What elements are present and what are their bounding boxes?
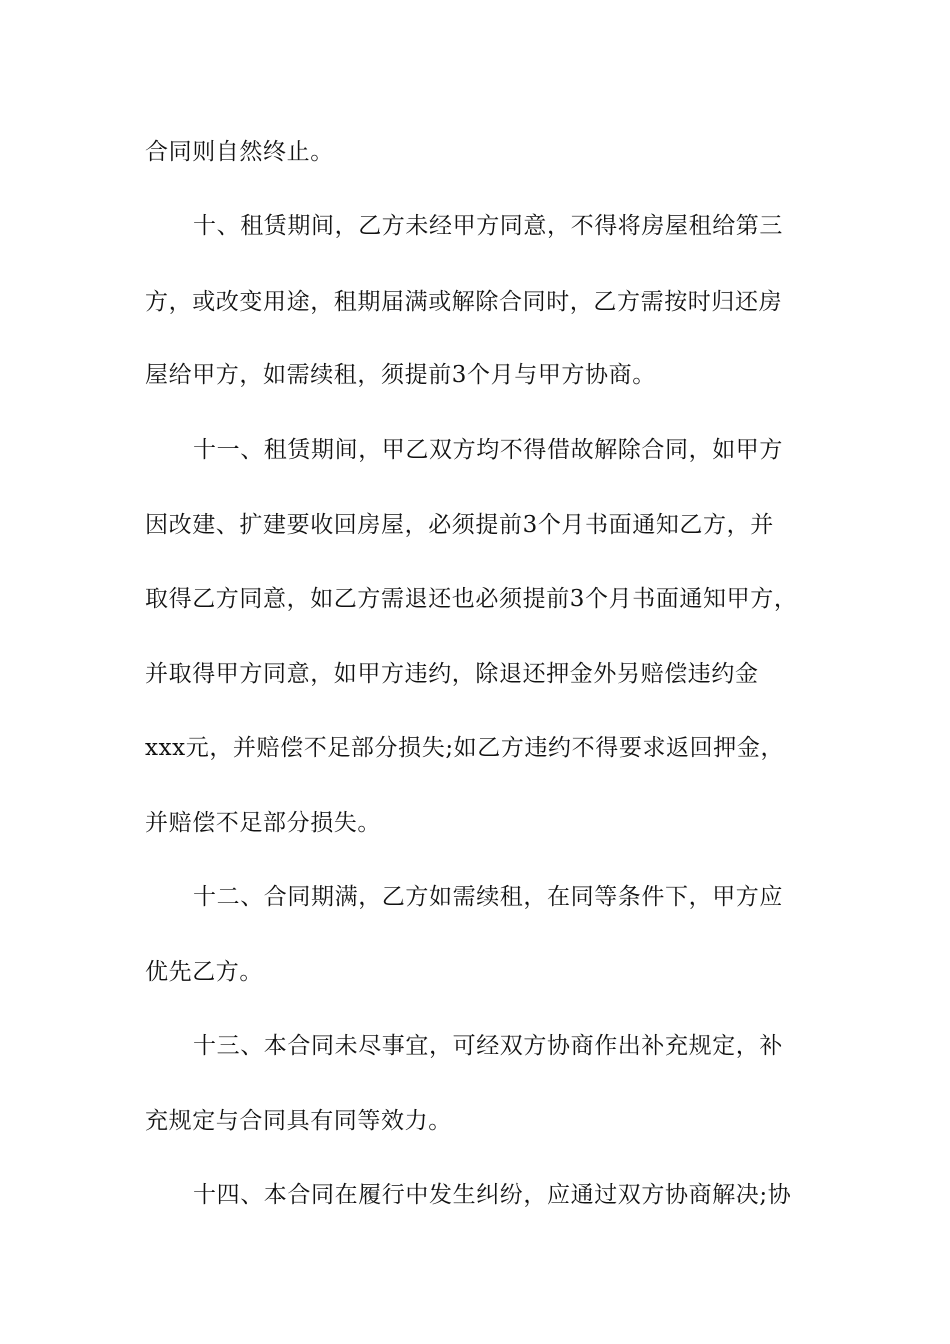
text-line: 取得乙方同意，如乙方需退还也必须提前3个月书面通知甲方， (145, 586, 798, 612)
text-line: 优先乙方。 (145, 959, 263, 985)
text-line: 合同则自然终止。 (145, 139, 334, 165)
text-line: 屋给甲方，如需续租，须提前3个月与甲方协商。 (145, 362, 656, 388)
text-line: 并取得甲方同意，如甲方违约，除退还押金外另赔偿违约金 (145, 661, 759, 687)
clause-10-line: 十、租赁期间，乙方未经甲方同意，不得将房屋租给第三 (193, 213, 783, 239)
text-line: 并赔偿不足部分损失。 (145, 810, 381, 836)
clause-12-line: 十二、合同期满，乙方如需续租，在同等条件下，甲方应 (193, 884, 783, 910)
clause-14-line: 十四、本合同在履行中发生纠纷，应通过双方协商解决;协 (193, 1182, 792, 1208)
clause-13-line: 十三、本合同未尽事宜，可经双方协商作出补充规定，补 (193, 1033, 783, 1059)
clause-11-line: 十一、租赁期间，甲乙双方均不得借故解除合同，如甲方 (193, 437, 783, 463)
text-line: 充规定与合同具有同等效力。 (145, 1108, 452, 1134)
text-line: 方，或改变用途，租期届满或解除合同时，乙方需按时归还房 (145, 289, 783, 315)
text-line: 因改建、扩建要收回房屋，必须提前3个月书面通知乙方，并 (145, 512, 774, 538)
text-line: xxx元，并赔偿不足部分损失;如乙方违约不得要求返回押金， (145, 735, 785, 761)
